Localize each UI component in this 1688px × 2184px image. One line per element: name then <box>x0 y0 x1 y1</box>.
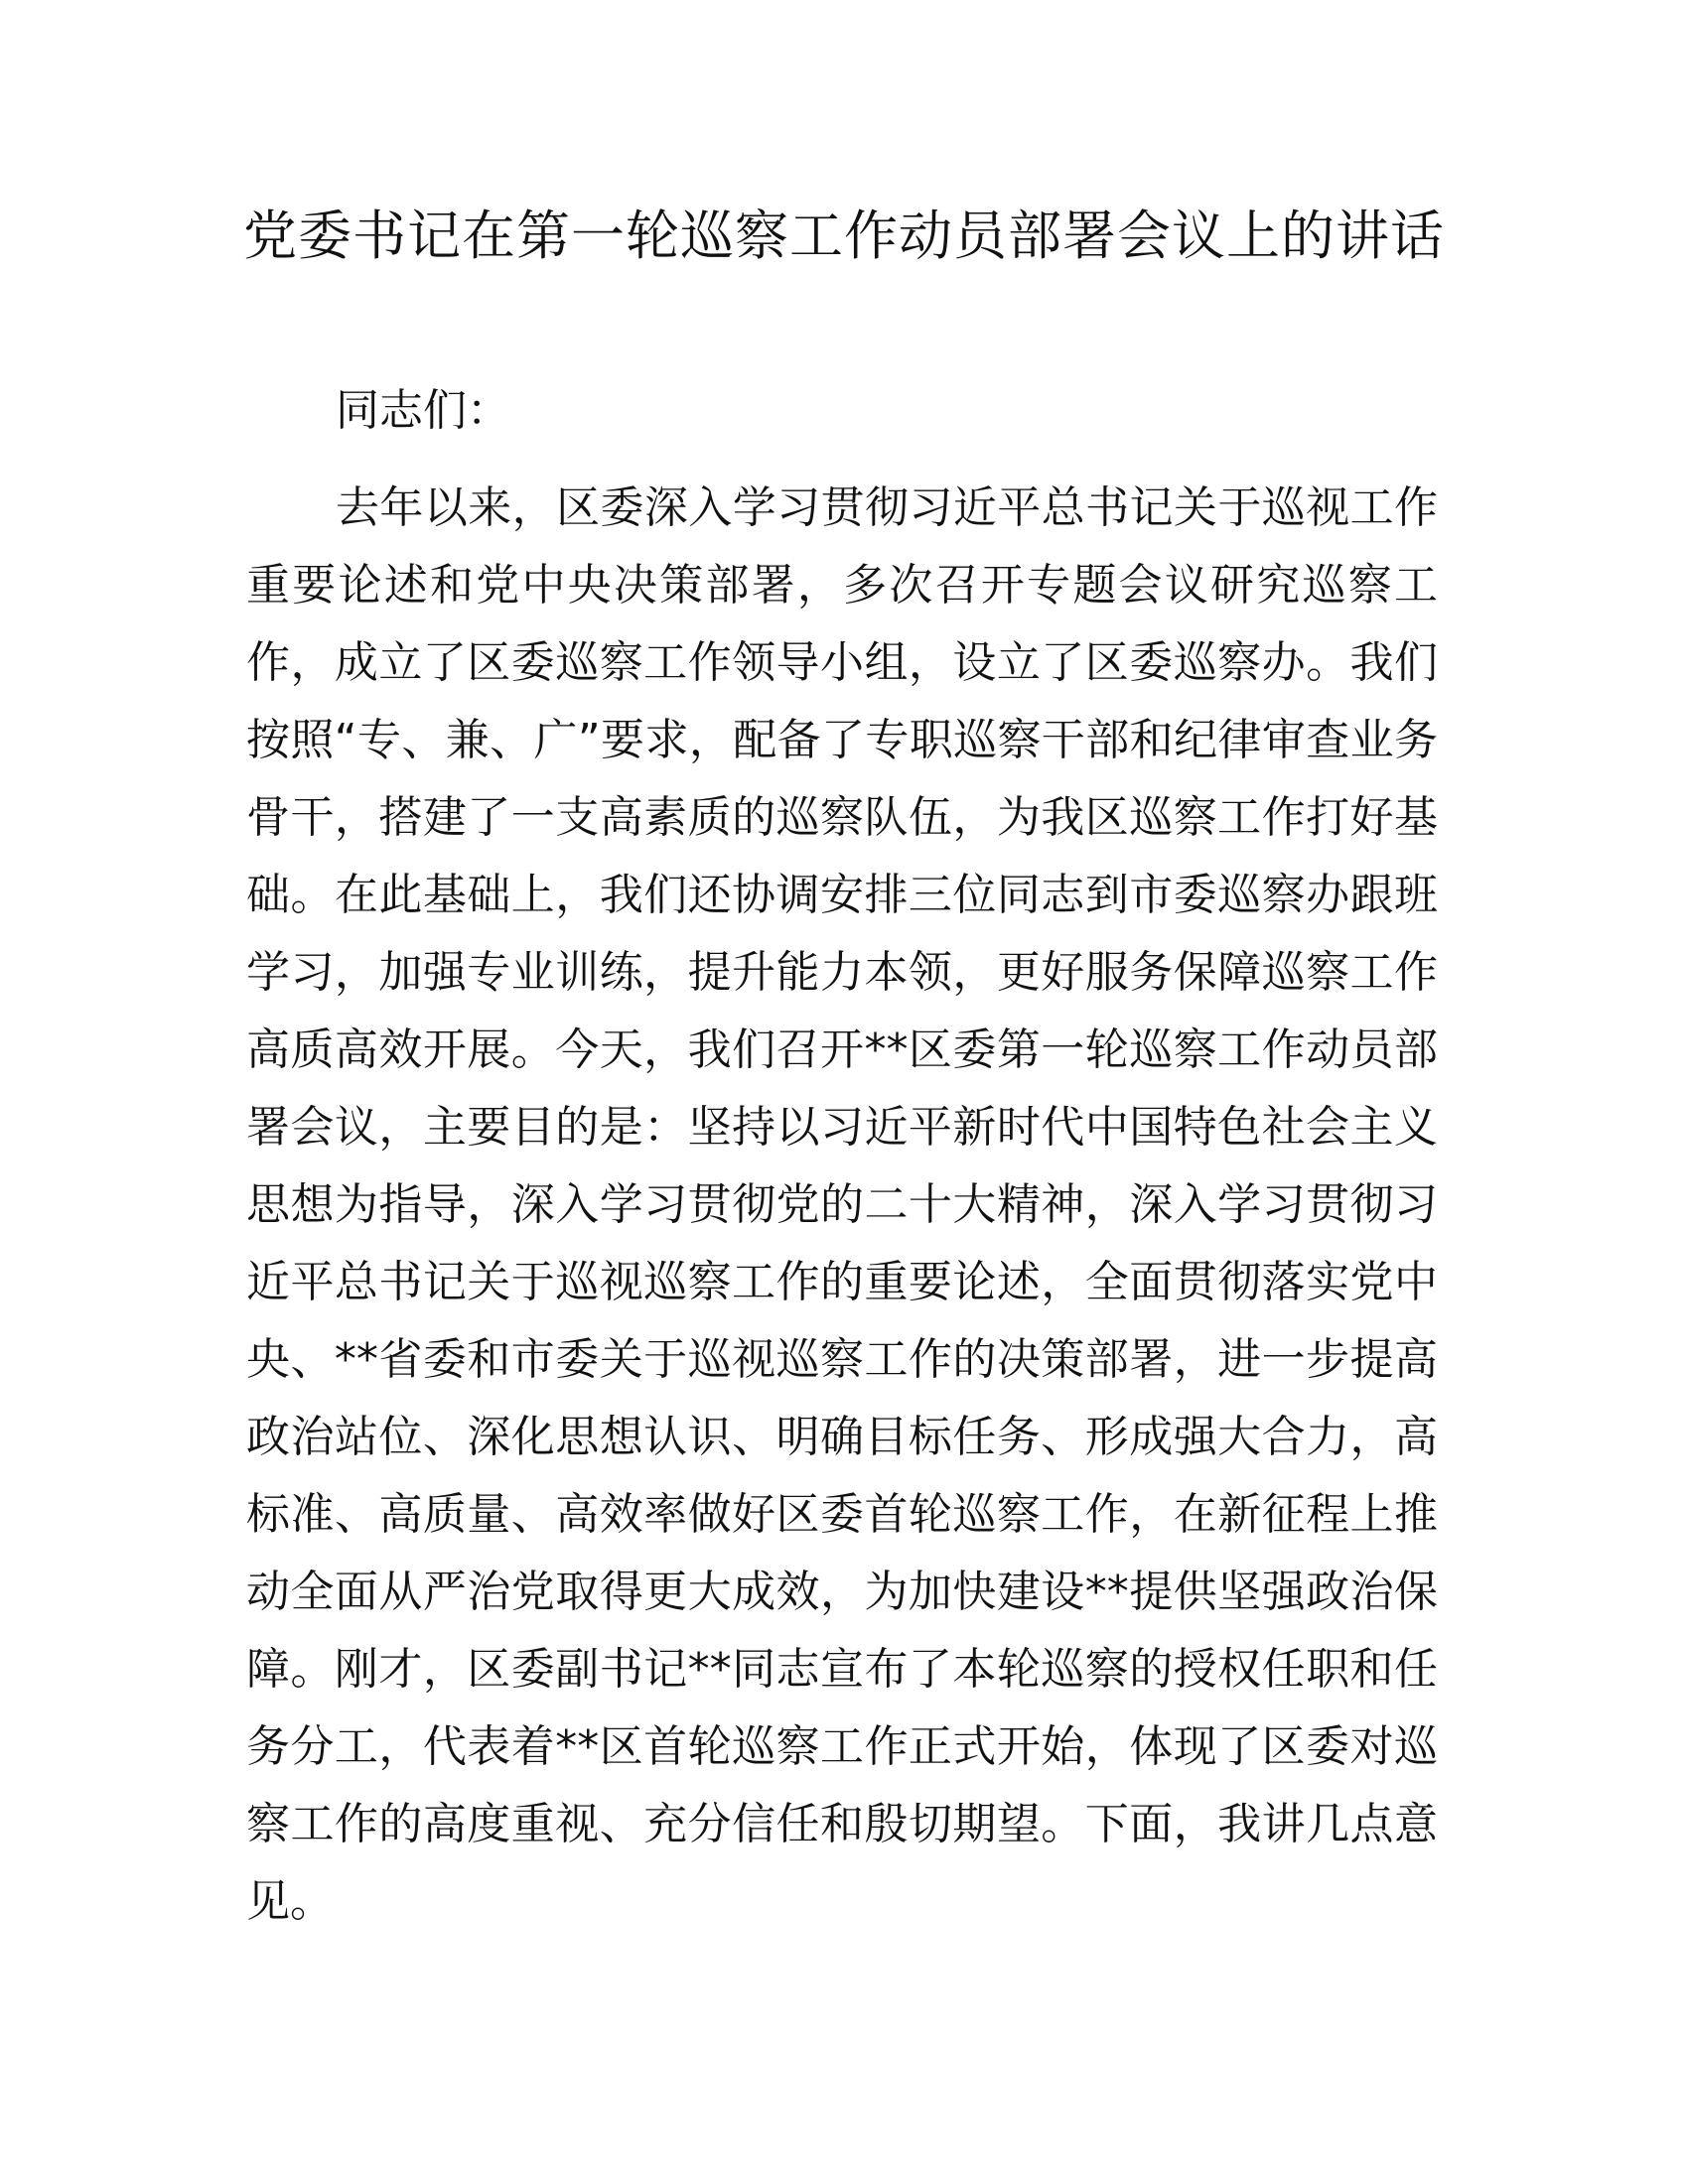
salutation: 同志们： <box>336 385 510 436</box>
document-title: 党委书记在第一轮巡察工作动员部署会议上的讲话 <box>243 205 1445 267</box>
body-paragraph: 去年以来，区委深入学习贯彻习近平总书记关于巡视工作重要论述和党中央决策部署，多次召开专题会议研究巡察工作，成立了区委巡察工作领导小组，设立了区委巡察办。我们按照“专、兼、广”要求，配备了专职巡察干部和纪律审查业务骨干，搭建了一支高素质的巡察队伍，为我区巡察工作打好基础。在此基础上，我们还协调安排三位同志到市委巡察办跟班学习，加强专业训练，提升能力本领，更好服务保障巡察工作高质高效开展。今天，我们召开**区委第一轮巡察工作动员部署会议，主要目的是：坚持以习近平新时代中国特色社会主义思想为指导，深入学习贯彻党的二十大精神，深入学习贯彻习近平总书记关于巡视巡察工作的重要论述，全面贯彻落实党中央、**省委和市委关于巡视巡察工作的决策部署，进一步提高政治站位、深化思想认识、明确目标任务、形成强大合力，高标准、高质量、高效率做好区委首轮巡察工作，在新征程上推动全面从严治党取得更大成效，为加快建设**提供坚强政治保障。刚才，区委副书记**同志宣布了本轮巡察的授权任职和任务分工，代表着**区首轮巡察工作正式开始，体现了区委对巡察工作的高度重视、充分信任和殷切期望。下面，我讲几点意见。 <box>246 482 1438 1927</box>
